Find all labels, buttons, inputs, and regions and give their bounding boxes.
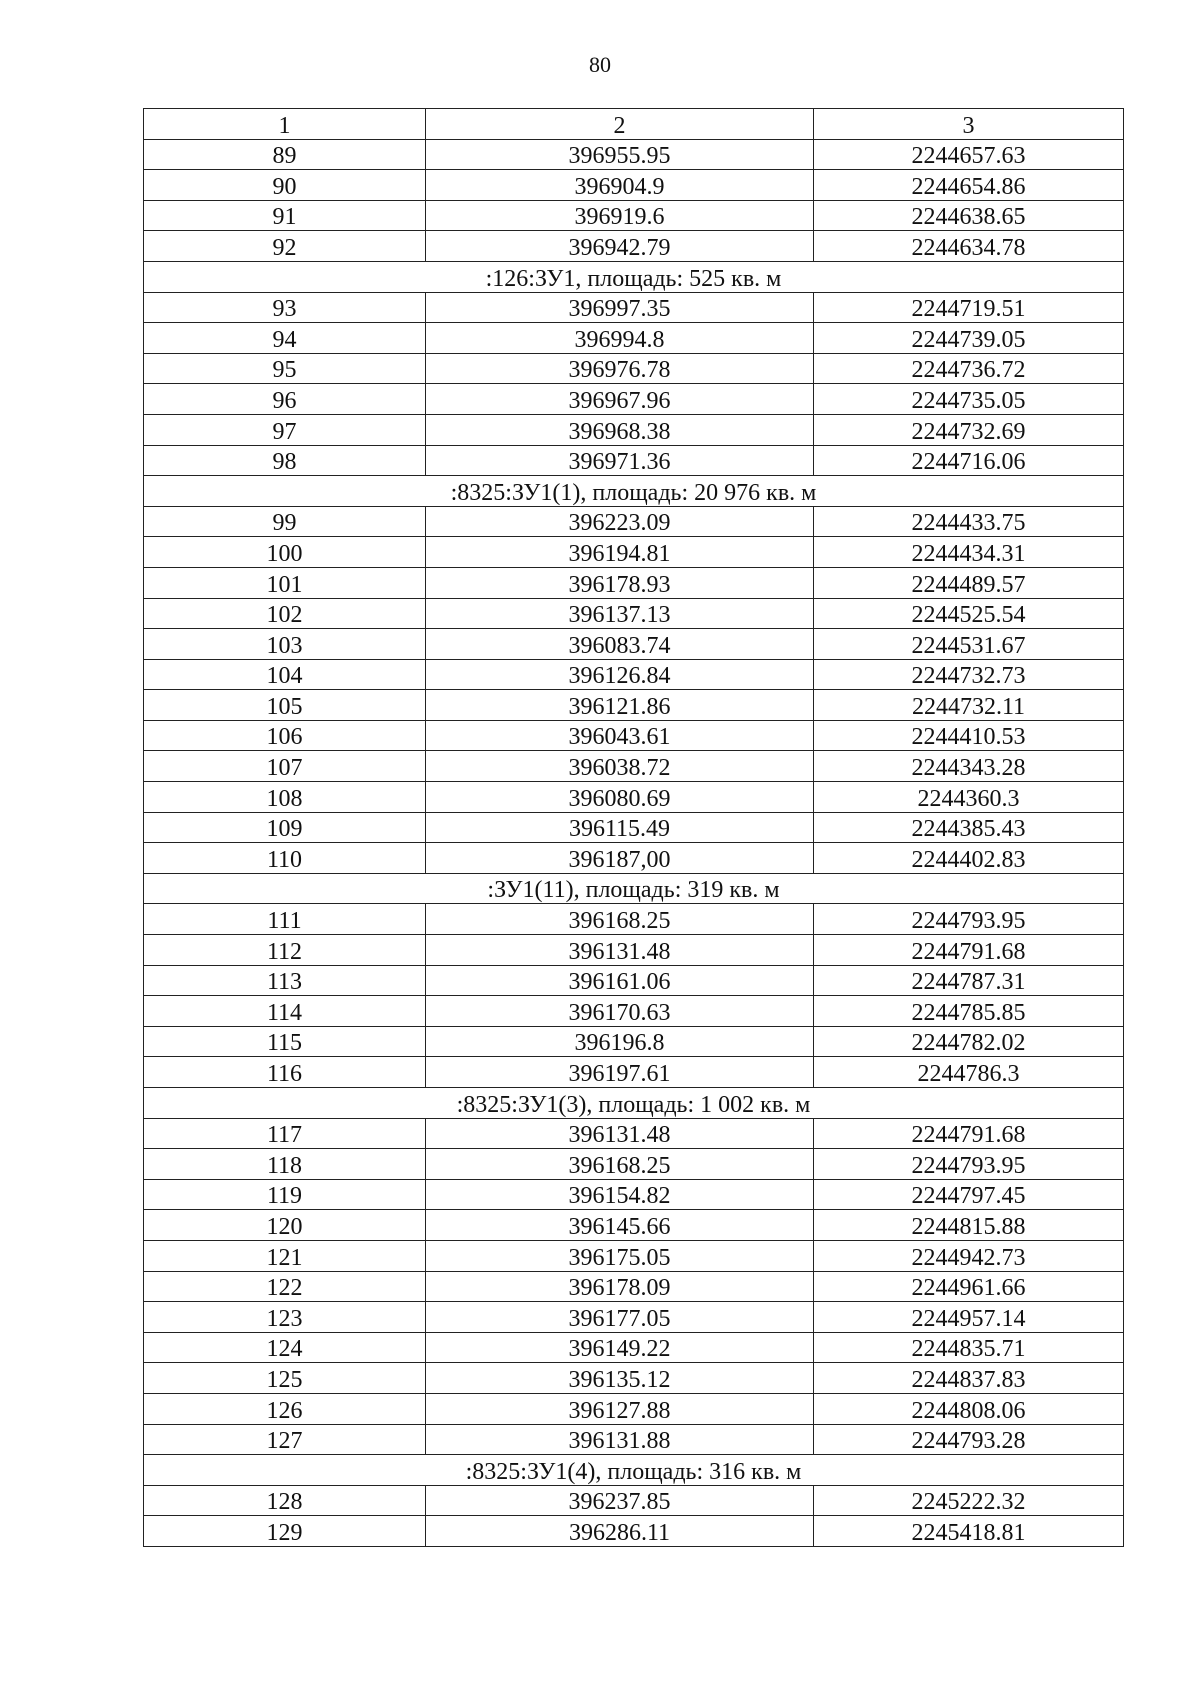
cell-y-coordinate: 2244719.51: [814, 292, 1124, 323]
cell-x-coordinate: 396237.85: [426, 1485, 814, 1516]
cell-point-number: 95: [144, 353, 426, 384]
cell-point-number: 126: [144, 1393, 426, 1424]
cell-x-coordinate: 396971.36: [426, 445, 814, 476]
cell-x-coordinate: 396154.82: [426, 1179, 814, 1210]
cell-x-coordinate: 396175.05: [426, 1240, 814, 1271]
table-row: [144, 1363, 1124, 1394]
cell-y-coordinate: 2244785.85: [814, 996, 1124, 1027]
cell-x-coordinate: 396177.05: [426, 1302, 814, 1333]
header-cell-x-coordinate: 2: [426, 109, 814, 140]
cell-point-number: 106: [144, 720, 426, 751]
cell-point-number: 116: [144, 1057, 426, 1088]
section-title: :126:ЗУ1, площадь: 525 кв. м: [144, 261, 1124, 292]
table-row: [144, 200, 1124, 231]
cell-x-coordinate: 396942.79: [426, 231, 814, 262]
cell-point-number: 89: [144, 139, 426, 170]
cell-y-coordinate: 2244808.06: [814, 1393, 1124, 1424]
cell-y-coordinate: 2244791.68: [814, 1118, 1124, 1149]
cell-x-coordinate: 396121.86: [426, 690, 814, 721]
cell-y-coordinate: 2244638.65: [814, 200, 1124, 231]
cell-x-coordinate: 396170.63: [426, 996, 814, 1027]
cell-x-coordinate: 396967.96: [426, 384, 814, 415]
table-row: [144, 384, 1124, 415]
section-title: :8325:ЗУ1(3), площадь: 1 002 кв. м: [144, 1088, 1124, 1119]
page-number: 80: [589, 52, 611, 77]
header-cell-y-coordinate: 3: [814, 109, 1124, 140]
cell-y-coordinate: 2244732.69: [814, 414, 1124, 445]
cell-point-number: 113: [144, 965, 426, 996]
table-row: [144, 445, 1124, 476]
cell-y-coordinate: 2244716.06: [814, 445, 1124, 476]
cell-point-number: 104: [144, 659, 426, 690]
table-row: [144, 506, 1124, 537]
cell-x-coordinate: 396131.88: [426, 1424, 814, 1455]
table-row: [144, 1424, 1124, 1455]
cell-y-coordinate: 2244793.95: [814, 1149, 1124, 1180]
cell-y-coordinate: 2245222.32: [814, 1485, 1124, 1516]
cell-point-number: 119: [144, 1179, 426, 1210]
section-header-row: [144, 261, 1124, 292]
cell-point-number: 122: [144, 1271, 426, 1302]
table-row: [144, 1057, 1124, 1088]
cell-y-coordinate: 2244793.95: [814, 904, 1124, 935]
table-row: [144, 1271, 1124, 1302]
table-row: [144, 414, 1124, 445]
cell-x-coordinate: 396187,00: [426, 843, 814, 874]
cell-point-number: 121: [144, 1240, 426, 1271]
cell-x-coordinate: 396145.66: [426, 1210, 814, 1241]
table-row: [144, 1179, 1124, 1210]
table-row: [144, 751, 1124, 782]
section-header-row: [144, 873, 1124, 904]
cell-point-number: 101: [144, 567, 426, 598]
table-row: [144, 843, 1124, 874]
cell-point-number: 105: [144, 690, 426, 721]
cell-y-coordinate: 2244433.75: [814, 506, 1124, 537]
cell-y-coordinate: 2244797.45: [814, 1179, 1124, 1210]
table-row: [144, 170, 1124, 201]
cell-x-coordinate: 396223.09: [426, 506, 814, 537]
table-body: [144, 109, 1124, 1547]
cell-point-number: 93: [144, 292, 426, 323]
header-cell-point-number: 1: [144, 109, 426, 140]
cell-y-coordinate: 2244531.67: [814, 629, 1124, 660]
cell-y-coordinate: 2244736.72: [814, 353, 1124, 384]
cell-y-coordinate: 2244525.54: [814, 598, 1124, 629]
cell-x-coordinate: 396149.22: [426, 1332, 814, 1363]
cell-y-coordinate: 2244402.83: [814, 843, 1124, 874]
cell-y-coordinate: 2244835.71: [814, 1332, 1124, 1363]
cell-point-number: 124: [144, 1332, 426, 1363]
table-row: [144, 1516, 1124, 1547]
cell-y-coordinate: 2244410.53: [814, 720, 1124, 751]
cell-y-coordinate: 2244815.88: [814, 1210, 1124, 1241]
table-row: [144, 139, 1124, 170]
cell-x-coordinate: 396194.81: [426, 537, 814, 568]
section-title: :8325:ЗУ1(4), площадь: 316 кв. м: [144, 1455, 1124, 1486]
table-row: [144, 1302, 1124, 1333]
cell-x-coordinate: 396997.35: [426, 292, 814, 323]
cell-point-number: 103: [144, 629, 426, 660]
cell-point-number: 98: [144, 445, 426, 476]
cell-y-coordinate: 2244782.02: [814, 1026, 1124, 1057]
section-title: :ЗУ1(11), площадь: 319 кв. м: [144, 873, 1124, 904]
cell-point-number: 94: [144, 323, 426, 354]
cell-point-number: 100: [144, 537, 426, 568]
cell-x-coordinate: 396080.69: [426, 782, 814, 813]
table-row: [144, 1393, 1124, 1424]
section-header-row: [144, 1088, 1124, 1119]
section-title: :8325:ЗУ1(1), площадь: 20 976 кв. м: [144, 476, 1124, 507]
cell-y-coordinate: 2244732.11: [814, 690, 1124, 721]
table-row: [144, 1240, 1124, 1271]
cell-point-number: 120: [144, 1210, 426, 1241]
cell-x-coordinate: 396197.61: [426, 1057, 814, 1088]
cell-point-number: 109: [144, 812, 426, 843]
table-row: [144, 659, 1124, 690]
cell-point-number: 91: [144, 200, 426, 231]
cell-point-number: 128: [144, 1485, 426, 1516]
cell-y-coordinate: 2244791.68: [814, 935, 1124, 966]
table-row: [144, 1210, 1124, 1241]
table-header-row: [144, 109, 1124, 140]
table-row: [144, 323, 1124, 354]
cell-x-coordinate: 396135.12: [426, 1363, 814, 1394]
cell-y-coordinate: 2244786.3: [814, 1057, 1124, 1088]
cell-point-number: 112: [144, 935, 426, 966]
table-row: [144, 904, 1124, 935]
cell-point-number: 127: [144, 1424, 426, 1455]
cell-y-coordinate: 2245418.81: [814, 1516, 1124, 1547]
cell-point-number: 99: [144, 506, 426, 537]
cell-x-coordinate: 396994.8: [426, 323, 814, 354]
cell-y-coordinate: 2244961.66: [814, 1271, 1124, 1302]
cell-x-coordinate: 396919.6: [426, 200, 814, 231]
table-row: [144, 782, 1124, 813]
cell-point-number: 117: [144, 1118, 426, 1149]
cell-x-coordinate: 396168.25: [426, 904, 814, 935]
table-row: [144, 537, 1124, 568]
cell-x-coordinate: 396127.88: [426, 1393, 814, 1424]
cell-x-coordinate: 396976.78: [426, 353, 814, 384]
cell-point-number: 90: [144, 170, 426, 201]
cell-x-coordinate: 396161.06: [426, 965, 814, 996]
cell-point-number: 118: [144, 1149, 426, 1180]
table-row: [144, 690, 1124, 721]
cell-x-coordinate: 396955.95: [426, 139, 814, 170]
cell-x-coordinate: 396968.38: [426, 414, 814, 445]
cell-x-coordinate: 396126.84: [426, 659, 814, 690]
cell-x-coordinate: 396083.74: [426, 629, 814, 660]
cell-y-coordinate: 2244360.3: [814, 782, 1124, 813]
table-row: [144, 598, 1124, 629]
table-row: [144, 965, 1124, 996]
table-row: [144, 231, 1124, 262]
table-row: [144, 1149, 1124, 1180]
cell-x-coordinate: 396043.61: [426, 720, 814, 751]
table-row: [144, 1118, 1124, 1149]
cell-y-coordinate: 2244837.83: [814, 1363, 1124, 1394]
table-row: [144, 292, 1124, 323]
table-row: [144, 629, 1124, 660]
table-row: [144, 996, 1124, 1027]
cell-x-coordinate: 396137.13: [426, 598, 814, 629]
cell-x-coordinate: 396178.93: [426, 567, 814, 598]
cell-y-coordinate: 2244735.05: [814, 384, 1124, 415]
cell-y-coordinate: 2244732.73: [814, 659, 1124, 690]
cell-point-number: 111: [144, 904, 426, 935]
table-row: [144, 935, 1124, 966]
table-row: [144, 1485, 1124, 1516]
cell-point-number: 115: [144, 1026, 426, 1057]
cell-y-coordinate: 2244343.28: [814, 751, 1124, 782]
cell-point-number: 97: [144, 414, 426, 445]
cell-point-number: 123: [144, 1302, 426, 1333]
table-row: [144, 1026, 1124, 1057]
cell-x-coordinate: 396115.49: [426, 812, 814, 843]
cell-x-coordinate: 396131.48: [426, 1118, 814, 1149]
cell-y-coordinate: 2244787.31: [814, 965, 1124, 996]
cell-point-number: 114: [144, 996, 426, 1027]
cell-x-coordinate: 396038.72: [426, 751, 814, 782]
cell-x-coordinate: 396131.48: [426, 935, 814, 966]
cell-y-coordinate: 2244739.05: [814, 323, 1124, 354]
coordinates-table: [143, 108, 1124, 1547]
section-header-row: [144, 1455, 1124, 1486]
cell-x-coordinate: 396168.25: [426, 1149, 814, 1180]
cell-y-coordinate: 2244489.57: [814, 567, 1124, 598]
table-row: [144, 812, 1124, 843]
cell-point-number: 102: [144, 598, 426, 629]
cell-point-number: 129: [144, 1516, 426, 1547]
cell-point-number: 110: [144, 843, 426, 874]
cell-y-coordinate: 2244657.63: [814, 139, 1124, 170]
cell-x-coordinate: 396196.8: [426, 1026, 814, 1057]
cell-y-coordinate: 2244957.14: [814, 1302, 1124, 1333]
cell-y-coordinate: 2244434.31: [814, 537, 1124, 568]
section-header-row: [144, 476, 1124, 507]
cell-point-number: 92: [144, 231, 426, 262]
cell-x-coordinate: 396178.09: [426, 1271, 814, 1302]
cell-point-number: 107: [144, 751, 426, 782]
cell-point-number: 96: [144, 384, 426, 415]
cell-x-coordinate: 396286.11: [426, 1516, 814, 1547]
cell-y-coordinate: 2244654.86: [814, 170, 1124, 201]
table-row: [144, 720, 1124, 751]
cell-y-coordinate: 2244942.73: [814, 1240, 1124, 1271]
cell-y-coordinate: 2244634.78: [814, 231, 1124, 262]
cell-x-coordinate: 396904.9: [426, 170, 814, 201]
cell-y-coordinate: 2244385.43: [814, 812, 1124, 843]
cell-y-coordinate: 2244793.28: [814, 1424, 1124, 1455]
cell-point-number: 125: [144, 1363, 426, 1394]
cell-point-number: 108: [144, 782, 426, 813]
table-row: [144, 353, 1124, 384]
table-row: [144, 1332, 1124, 1363]
table-row: [144, 567, 1124, 598]
